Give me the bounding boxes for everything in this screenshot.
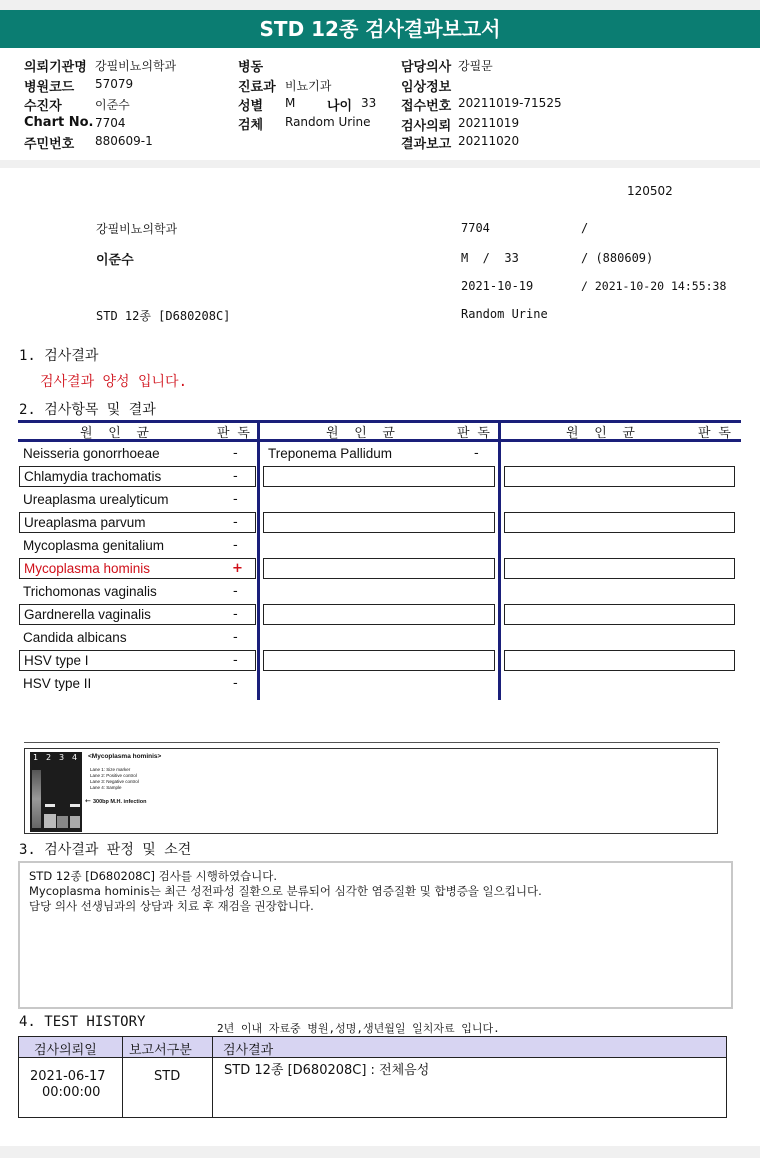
label-report: 결과보고: [401, 137, 452, 152]
table-row: [18, 627, 256, 650]
value-chart-no: 7704: [95, 116, 126, 130]
col2-header: 원 인 균: [326, 426, 395, 441]
value-doctor: 강필문: [458, 59, 493, 73]
history-header-type: 보고서구분: [129, 1043, 192, 1058]
table-row: [18, 489, 256, 512]
label-chart-no: Chart No.: [24, 115, 94, 130]
opinion-text: [29, 869, 542, 914]
table-row: [19, 466, 256, 487]
organism-result: -: [233, 607, 238, 622]
opinion-line: Mycoplasma hominis는 최근 성전파성 질환으로 분류되어 심각한 염증질환 및 합병증을 일으킵니다.: [29, 884, 542, 898]
section2-title: 2. 검사항목 및 결과: [19, 402, 156, 418]
history-header-row: [18, 1036, 727, 1058]
organism-name: Ureaplasma urealyticum: [23, 492, 169, 507]
lane-number: 2: [46, 753, 52, 762]
gel-title: <Mycoplasma hominis>: [88, 753, 162, 760]
table-row: [19, 512, 256, 533]
organism-name: Mycoplasma hominis: [24, 561, 151, 576]
sheet-specimen: Random Urine: [461, 307, 548, 321]
sheet-chart-no: 7704: [461, 221, 490, 235]
gel-image-panel: [24, 748, 718, 834]
organism-result: -: [233, 584, 238, 599]
organism-result: -: [233, 515, 238, 530]
table-row-positive: [19, 558, 256, 579]
report-code: 120502: [627, 184, 673, 198]
label-resident-no: 주민번호: [24, 137, 75, 152]
sheet-sex-age: M / 33: [461, 251, 519, 265]
sheet-test-name: STD 12종 [D680208C]: [96, 309, 231, 323]
sheet-birth: / (880609): [581, 251, 654, 265]
organism-name: Candida albicans: [23, 630, 127, 645]
empty-cell: [504, 466, 735, 487]
history-note: 2년 이내 자료중 병원,성명,생년월일 일치자료 입니다.: [217, 1022, 500, 1035]
history-type: STD: [154, 1069, 181, 1084]
section1-title: 1. 검사결과: [19, 348, 99, 364]
organism-name: HSV type I: [24, 653, 89, 668]
organism-result: -: [233, 630, 238, 645]
report-sheet: [0, 168, 760, 1146]
label-patient: 수진자: [24, 99, 62, 114]
lane-number: 4: [72, 753, 78, 762]
value-patient: 이준수: [95, 98, 130, 112]
history-date: 2021-06-17: [30, 1069, 106, 1084]
gel-smear: [57, 816, 68, 828]
col1-header: 원 인 균: [80, 426, 149, 441]
table-row: [18, 1058, 727, 1118]
label-request: 검사의뢰: [401, 119, 452, 134]
opinion-line: STD 12종 [D680208C] 검사를 시행하였습니다.: [29, 869, 278, 883]
arrow-icon: ←: [85, 797, 91, 805]
report-title: STD 12종 검사결과보고서: [0, 10, 760, 48]
gel-band: [70, 804, 80, 807]
label-hospital-code: 병원코드: [24, 80, 75, 95]
lane-number: 3: [59, 753, 65, 762]
grid-divider-1: [257, 420, 260, 700]
empty-cell: [263, 512, 495, 533]
organism-name: HSV type II: [23, 676, 92, 691]
table-row: [18, 535, 256, 558]
gel-smear: [44, 814, 56, 828]
section4-title: 4. TEST HISTORY: [19, 1014, 146, 1030]
gel-legend-line: Lane 2: Positive control: [90, 773, 137, 778]
table-row: [18, 673, 256, 696]
organism-name: Ureaplasma parvum: [24, 515, 146, 530]
label-sex: 성별: [238, 99, 264, 114]
gel-electrophoresis-image: [30, 752, 82, 832]
sheet-report-datetime: / 2021-10-20 14:55:38: [581, 279, 727, 293]
value-sex: M: [285, 96, 296, 110]
history-result: STD 12종 [D680208C] : 전체음성: [224, 1063, 430, 1078]
organism-name: Trichomonas vaginalis: [23, 584, 157, 599]
table-row: [18, 443, 256, 466]
history-header-result: 검사결과: [223, 1043, 274, 1058]
section3-title: 3. 검사결과 판정 및 소견: [19, 842, 192, 858]
value-specimen: Random Urine: [285, 115, 371, 129]
empty-cell: [504, 512, 735, 533]
value-age: 33: [361, 96, 377, 110]
gel-band: [45, 804, 55, 807]
value-hospital-code: 57079: [95, 77, 134, 91]
label-institution: 의뢰기관명: [24, 60, 87, 75]
sheet-hospital: 강필비뇨의학과: [96, 222, 178, 236]
label-age: 나이: [327, 99, 353, 114]
marker-ladder: [32, 770, 41, 828]
label-doctor: 담당의사: [401, 60, 452, 75]
value-accession: 20211019-71525: [458, 96, 562, 110]
value-report: 20211020: [458, 134, 520, 148]
positive-result-message: 검사결과 양성 입니다.: [40, 374, 188, 390]
organism-result: -: [233, 446, 238, 461]
organism-name: Mycoplasma genitalium: [23, 538, 165, 553]
gel-top-rule: [24, 742, 720, 743]
gel-legend: [90, 767, 139, 791]
gel-legend-line: Lane 1: Size marker: [90, 767, 131, 772]
empty-cell: [504, 604, 735, 625]
history-header-date: 검사의뢰일: [34, 1043, 97, 1058]
organism-result: -: [233, 469, 238, 484]
col2-result-header: 판 독: [457, 426, 490, 441]
organism-name: Treponema Pallidum: [268, 446, 393, 461]
opinion-line: 담당 의사 선생님과의 상담과 치료 후 재검을 권장합니다.: [29, 899, 314, 913]
gel-smear: [70, 816, 80, 828]
gel-legend-line: Lane 4: Sample: [90, 785, 122, 790]
label-ward: 병동: [238, 60, 264, 75]
lane-number: 1: [33, 753, 39, 762]
col1-result-header: 판 독: [217, 426, 250, 441]
col3-result-header: 판 독: [698, 426, 731, 441]
value-institution: 강필비뇨의학과: [95, 59, 177, 73]
gel-legend-line: Lane 3: Negative control: [90, 779, 139, 784]
label-accession: 접수번호: [401, 99, 452, 114]
label-department: 진료과: [238, 80, 276, 95]
organism-result: -: [474, 446, 479, 461]
order-info-panel: [0, 48, 760, 160]
sheet-patient: 이준수: [96, 253, 134, 268]
value-department: 비뇨기과: [285, 79, 332, 93]
table-row: [18, 581, 256, 604]
table-row: [19, 650, 256, 671]
history-time: 00:00:00: [42, 1085, 101, 1100]
gel-arrow-label: 300bp M.H. infection: [93, 799, 147, 805]
organism-result: -: [233, 676, 238, 691]
empty-cell: [504, 558, 735, 579]
empty-cell: [504, 650, 735, 671]
empty-cell: [263, 604, 495, 625]
organism-result: -: [233, 492, 238, 507]
sheet-request-date: 2021-10-19: [461, 279, 534, 293]
col3-header: 원 인 균: [566, 426, 635, 441]
empty-cell: [263, 466, 495, 487]
organism-name: Neisseria gonorrhoeae: [23, 446, 160, 461]
organism-name: Gardnerella vaginalis: [24, 607, 151, 622]
sheet-slash: /: [581, 221, 589, 235]
organism-result: -: [233, 538, 238, 553]
empty-cell: [263, 650, 495, 671]
opinion-box: [18, 861, 733, 1009]
results-grid: [18, 420, 741, 705]
label-specimen: 검체: [238, 118, 264, 133]
grid-divider-2: [498, 420, 501, 700]
organism-result: -: [233, 653, 238, 668]
table-row: [19, 604, 256, 625]
organism-name: Chlamydia trachomatis: [24, 469, 162, 484]
history-table: [18, 1036, 727, 1118]
value-resident-no: 880609-1: [95, 134, 153, 148]
label-clinical-info: 임상정보: [401, 80, 452, 95]
empty-cell: [263, 558, 495, 579]
organism-result: +: [232, 561, 243, 576]
value-request: 20211019: [458, 116, 520, 130]
table-row: [262, 443, 496, 466]
